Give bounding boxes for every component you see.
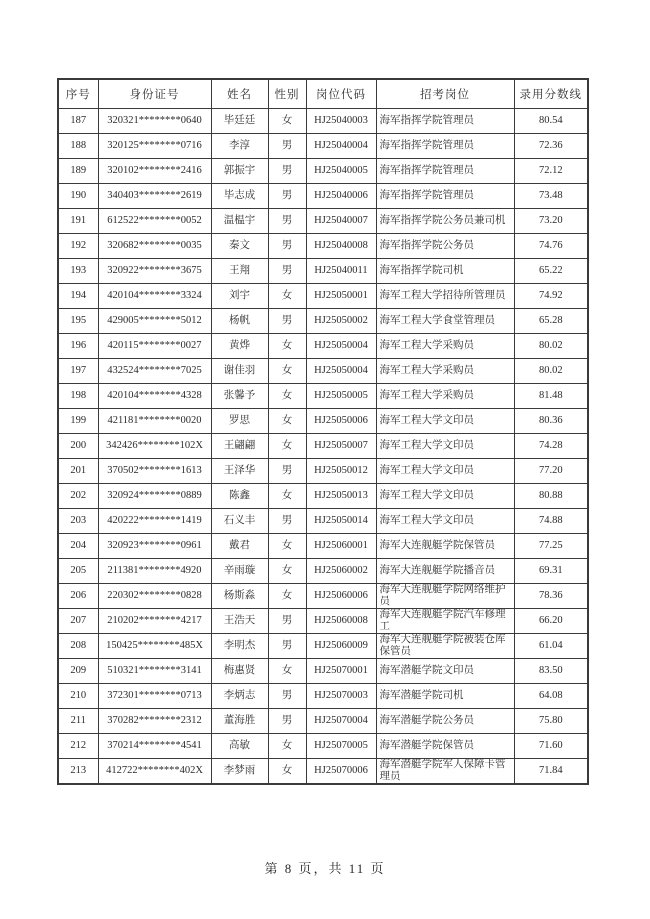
cell-index: 187	[58, 108, 98, 133]
cell-gender: 女	[268, 283, 306, 308]
cell-gender: 男	[268, 708, 306, 733]
table-row	[58, 458, 588, 483]
cell-name: 杨帆	[211, 308, 268, 333]
cell-score: 71.84	[514, 758, 588, 784]
column-header: 身份证号	[98, 79, 211, 108]
table-row	[58, 758, 588, 784]
cell-name: 刘宇	[211, 283, 268, 308]
cell-id-number: 370214********4541	[98, 733, 211, 758]
cell-index: 206	[58, 583, 98, 608]
cell-name: 李梦雨	[211, 758, 268, 784]
cell-position-code: HJ25070003	[306, 683, 376, 708]
cell-name: 李淳	[211, 133, 268, 158]
table-row	[58, 608, 588, 633]
cell-position-code: HJ25050013	[306, 483, 376, 508]
column-header: 招考岗位	[376, 79, 514, 108]
table-row	[58, 208, 588, 233]
cell-name: 李明杰	[211, 633, 268, 658]
cell-name: 黄烨	[211, 333, 268, 358]
cell-name: 罗思	[211, 408, 268, 433]
cell-position: 海军工程大学文印员	[376, 408, 514, 433]
cell-index: 188	[58, 133, 98, 158]
cell-id-number: 211381********4920	[98, 558, 211, 583]
cell-gender: 男	[268, 183, 306, 208]
cell-position-code: HJ25040007	[306, 208, 376, 233]
cell-score: 65.22	[514, 258, 588, 283]
cell-index: 197	[58, 358, 98, 383]
cell-name: 梅惠贤	[211, 658, 268, 683]
cell-id-number: 320922********3675	[98, 258, 211, 283]
cell-position: 海军工程大学文印员	[376, 483, 514, 508]
cell-id-number: 320682********0035	[98, 233, 211, 258]
table-row	[58, 158, 588, 183]
cell-position: 海军潜艇学院保管员	[376, 733, 514, 758]
cell-index: 207	[58, 608, 98, 633]
table-row	[58, 583, 588, 608]
cell-position: 海军工程大学文印员	[376, 458, 514, 483]
cell-position: 海军工程大学文印员	[376, 508, 514, 533]
header-row	[58, 79, 588, 108]
cell-score: 72.36	[514, 133, 588, 158]
column-header: 性别	[268, 79, 306, 108]
cell-gender: 男	[268, 683, 306, 708]
table-body	[58, 108, 588, 784]
cell-gender: 女	[268, 533, 306, 558]
cell-id-number: 210202********4217	[98, 608, 211, 633]
cell-gender: 女	[268, 733, 306, 758]
cell-gender: 男	[268, 508, 306, 533]
cell-position-code: HJ25050007	[306, 433, 376, 458]
cell-position-code: HJ25070001	[306, 658, 376, 683]
cell-gender: 女	[268, 483, 306, 508]
cell-name: 毕廷廷	[211, 108, 268, 133]
cell-position-code: HJ25040004	[306, 133, 376, 158]
table-row	[58, 133, 588, 158]
cell-score: 69.31	[514, 558, 588, 583]
cell-gender: 男	[268, 258, 306, 283]
table-row	[58, 483, 588, 508]
cell-index: 199	[58, 408, 98, 433]
table-row	[58, 433, 588, 458]
cell-position-code: HJ25070004	[306, 708, 376, 733]
cell-index: 193	[58, 258, 98, 283]
cell-score: 80.54	[514, 108, 588, 133]
cell-gender: 女	[268, 558, 306, 583]
cell-id-number: 320924********0889	[98, 483, 211, 508]
cell-id-number: 320125********0716	[98, 133, 211, 158]
cell-name: 王泽华	[211, 458, 268, 483]
cell-id-number: 370282********2312	[98, 708, 211, 733]
cell-score: 74.28	[514, 433, 588, 458]
cell-name: 戴君	[211, 533, 268, 558]
cell-index: 202	[58, 483, 98, 508]
cell-name: 董海胜	[211, 708, 268, 733]
table-row	[58, 658, 588, 683]
cell-position: 海军大连舰艇学院保管员	[376, 533, 514, 558]
cell-index: 210	[58, 683, 98, 708]
cell-position: 海军工程大学采购员	[376, 333, 514, 358]
cell-position-code: HJ25050006	[306, 408, 376, 433]
cell-position: 海军指挥学院管理员	[376, 158, 514, 183]
cell-score: 77.25	[514, 533, 588, 558]
cell-score: 61.04	[514, 633, 588, 658]
column-header: 姓名	[211, 79, 268, 108]
cell-id-number: 150425********485X	[98, 633, 211, 658]
column-header: 录用分数线	[514, 79, 588, 108]
cell-id-number: 372301********0713	[98, 683, 211, 708]
cell-position: 海军指挥学院管理员	[376, 133, 514, 158]
table-row	[58, 108, 588, 133]
cell-id-number: 510321********3141	[98, 658, 211, 683]
cell-id-number: 612522********0052	[98, 208, 211, 233]
cell-id-number: 220302********0828	[98, 583, 211, 608]
cell-position: 海军大连舰艇学院网络维护员	[376, 583, 514, 608]
cell-score: 73.20	[514, 208, 588, 233]
cell-gender: 女	[268, 108, 306, 133]
cell-gender: 男	[268, 133, 306, 158]
cell-position-code: HJ25050012	[306, 458, 376, 483]
cell-score: 81.48	[514, 383, 588, 408]
cell-score: 75.80	[514, 708, 588, 733]
cell-index: 201	[58, 458, 98, 483]
cell-position: 海军指挥学院司机	[376, 258, 514, 283]
cell-name: 温榅宇	[211, 208, 268, 233]
cell-position-code: HJ25040011	[306, 258, 376, 283]
cell-name: 王翩翩	[211, 433, 268, 458]
cell-gender: 男	[268, 608, 306, 633]
cell-score: 80.02	[514, 333, 588, 358]
cell-name: 辛雨璇	[211, 558, 268, 583]
cell-index: 194	[58, 283, 98, 308]
cell-name: 毕志成	[211, 183, 268, 208]
cell-position-code: HJ25070005	[306, 733, 376, 758]
table-row	[58, 408, 588, 433]
table-row	[58, 258, 588, 283]
cell-index: 191	[58, 208, 98, 233]
cell-id-number: 420222********1419	[98, 508, 211, 533]
score-table	[57, 78, 589, 785]
cell-name: 王翔	[211, 258, 268, 283]
cell-position-code: HJ25050001	[306, 283, 376, 308]
cell-position-code: HJ25050004	[306, 333, 376, 358]
table-row	[58, 383, 588, 408]
cell-position-code: HJ25040008	[306, 233, 376, 258]
table-row	[58, 533, 588, 558]
cell-score: 66.20	[514, 608, 588, 633]
cell-index: 189	[58, 158, 98, 183]
cell-score: 80.36	[514, 408, 588, 433]
column-header: 序号	[58, 79, 98, 108]
cell-position-code: HJ25050004	[306, 358, 376, 383]
cell-position: 海军工程大学招待所管理员	[376, 283, 514, 308]
cell-position-code: HJ25070006	[306, 758, 376, 784]
cell-position-code: HJ25040003	[306, 108, 376, 133]
cell-index: 198	[58, 383, 98, 408]
cell-name: 杨斯淼	[211, 583, 268, 608]
cell-id-number: 412722********402X	[98, 758, 211, 784]
cell-score: 78.36	[514, 583, 588, 608]
cell-position: 海军大连舰艇学院汽车修理工	[376, 608, 514, 633]
cell-id-number: 342426********102X	[98, 433, 211, 458]
table-row	[58, 333, 588, 358]
cell-name: 秦文	[211, 233, 268, 258]
cell-index: 213	[58, 758, 98, 784]
cell-gender: 女	[268, 408, 306, 433]
cell-id-number: 420104********3324	[98, 283, 211, 308]
cell-id-number: 340403********2619	[98, 183, 211, 208]
cell-gender: 女	[268, 658, 306, 683]
cell-position-code: HJ25050014	[306, 508, 376, 533]
cell-position-code: HJ25060002	[306, 558, 376, 583]
cell-gender: 女	[268, 383, 306, 408]
table-row	[58, 508, 588, 533]
cell-position: 海军指挥学院管理员	[376, 108, 514, 133]
cell-position-code: HJ25060006	[306, 583, 376, 608]
page-indicator: 第 8 页，共 11 页	[264, 861, 386, 876]
cell-name: 陈鑫	[211, 483, 268, 508]
cell-index: 190	[58, 183, 98, 208]
table-row	[58, 683, 588, 708]
cell-position: 海军工程大学采购员	[376, 358, 514, 383]
cell-index: 200	[58, 433, 98, 458]
table-row	[58, 708, 588, 733]
cell-position: 海军大连舰艇学院播音员	[376, 558, 514, 583]
cell-position: 海军指挥学院公务员	[376, 233, 514, 258]
cell-score: 74.88	[514, 508, 588, 533]
cell-gender: 男	[268, 233, 306, 258]
cell-score: 80.02	[514, 358, 588, 383]
cell-position-code: HJ25050005	[306, 383, 376, 408]
cell-index: 209	[58, 658, 98, 683]
cell-score: 73.48	[514, 183, 588, 208]
cell-name: 郭振宇	[211, 158, 268, 183]
cell-index: 211	[58, 708, 98, 733]
cell-gender: 男	[268, 158, 306, 183]
cell-gender: 女	[268, 758, 306, 784]
cell-id-number: 432524********7025	[98, 358, 211, 383]
cell-id-number: 320321********0640	[98, 108, 211, 133]
table-row	[58, 233, 588, 258]
table-row	[58, 558, 588, 583]
table-row	[58, 183, 588, 208]
cell-gender: 男	[268, 633, 306, 658]
cell-score: 74.92	[514, 283, 588, 308]
cell-index: 192	[58, 233, 98, 258]
cell-index: 205	[58, 558, 98, 583]
table-row	[58, 733, 588, 758]
cell-gender: 男	[268, 208, 306, 233]
cell-position-code: HJ25060001	[306, 533, 376, 558]
cell-gender: 女	[268, 333, 306, 358]
cell-id-number: 370502********1613	[98, 458, 211, 483]
cell-id-number: 320102********2416	[98, 158, 211, 183]
column-header: 岗位代码	[306, 79, 376, 108]
cell-index: 204	[58, 533, 98, 558]
cell-index: 203	[58, 508, 98, 533]
cell-id-number: 421181********0020	[98, 408, 211, 433]
cell-position-code: HJ25060008	[306, 608, 376, 633]
cell-gender: 女	[268, 583, 306, 608]
cell-position: 海军工程大学食堂管理员	[376, 308, 514, 333]
cell-gender: 女	[268, 433, 306, 458]
cell-id-number: 420104********4328	[98, 383, 211, 408]
cell-position: 海军潜艇学院军人保障卡管理员	[376, 758, 514, 784]
cell-position: 海军大连舰艇学院被装仓库保管员	[376, 633, 514, 658]
cell-position-code: HJ25040005	[306, 158, 376, 183]
cell-position: 海军潜艇学院司机	[376, 683, 514, 708]
cell-gender: 男	[268, 458, 306, 483]
cell-position: 海军指挥学院管理员	[376, 183, 514, 208]
cell-index: 208	[58, 633, 98, 658]
cell-position-code: HJ25060009	[306, 633, 376, 658]
cell-score: 71.60	[514, 733, 588, 758]
cell-score: 74.76	[514, 233, 588, 258]
cell-position: 海军指挥学院公务员兼司机	[376, 208, 514, 233]
cell-score: 83.50	[514, 658, 588, 683]
cell-id-number: 429005********5012	[98, 308, 211, 333]
cell-score: 77.20	[514, 458, 588, 483]
cell-index: 195	[58, 308, 98, 333]
cell-name: 石义丰	[211, 508, 268, 533]
cell-name: 谢佳羽	[211, 358, 268, 383]
table-row	[58, 283, 588, 308]
cell-name: 王浩天	[211, 608, 268, 633]
cell-position: 海军工程大学文印员	[376, 433, 514, 458]
cell-id-number: 420115********0027	[98, 333, 211, 358]
cell-score: 65.28	[514, 308, 588, 333]
cell-position: 海军潜艇学院文印员	[376, 658, 514, 683]
cell-index: 196	[58, 333, 98, 358]
cell-gender: 男	[268, 308, 306, 333]
cell-position: 海军工程大学采购员	[376, 383, 514, 408]
cell-name: 高敏	[211, 733, 268, 758]
cell-position-code: HJ25050002	[306, 308, 376, 333]
cell-score: 64.08	[514, 683, 588, 708]
table-row	[58, 308, 588, 333]
cell-score: 80.88	[514, 483, 588, 508]
cell-id-number: 320923********0961	[98, 533, 211, 558]
cell-position: 海军潜艇学院公务员	[376, 708, 514, 733]
cell-name: 张馨予	[211, 383, 268, 408]
cell-score: 72.12	[514, 158, 588, 183]
table-row	[58, 633, 588, 658]
cell-name: 李炳志	[211, 683, 268, 708]
cell-gender: 女	[268, 358, 306, 383]
cell-index: 212	[58, 733, 98, 758]
cell-position-code: HJ25040006	[306, 183, 376, 208]
table-row	[58, 358, 588, 383]
